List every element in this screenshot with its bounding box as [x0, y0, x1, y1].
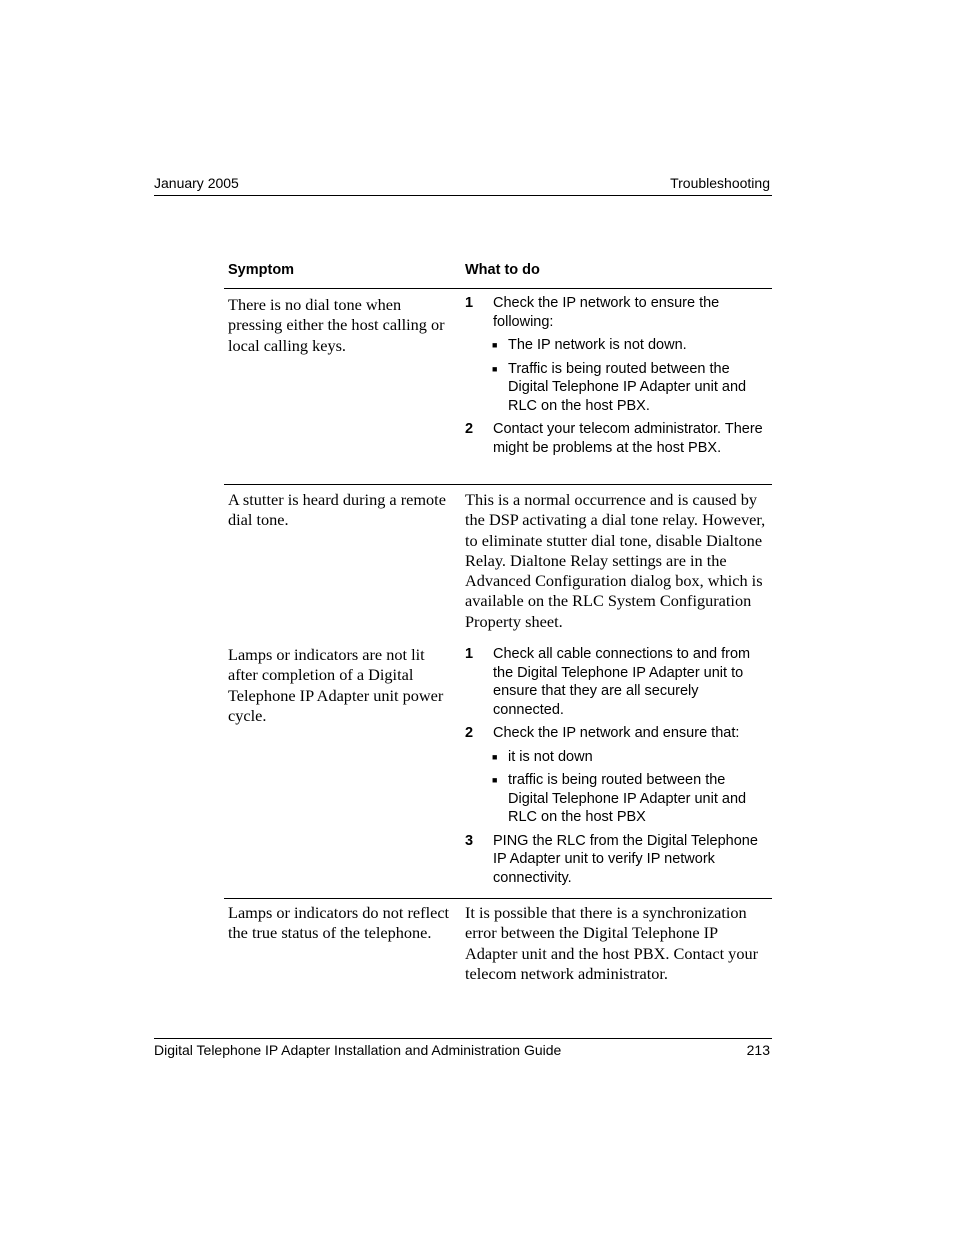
header-rule [154, 195, 772, 196]
action-cell [461, 289, 772, 484]
action-cell [461, 641, 772, 898]
step-text: Check all cable connections to and from the Digital Telephone IP Adapter unit to ensure that they are all securely connected. [493, 646, 751, 718]
list-item: ■ The IP network is not down. [465, 336, 768, 355]
step-number: 1 [465, 646, 474, 662]
troubleshooting-table [224, 261, 772, 999]
step-number: 1 [465, 295, 474, 311]
page-number: 213 [746, 1042, 770, 1058]
action-cell: It is possible that there is a synchronization error between the Digital Telephone IP Adapter unit and the host PBX. Contact your telecom network administrator. [465, 903, 759, 983]
bullet-list [465, 748, 768, 827]
step [465, 724, 768, 743]
table-row [224, 641, 772, 899]
bullet-list [465, 336, 768, 415]
step [465, 294, 768, 331]
footer-rule [154, 1038, 772, 1039]
symptom-cell: There is no dial tone when pressing either the host calling or local calling keys. [228, 295, 445, 355]
table-header [224, 261, 772, 289]
step [465, 645, 768, 719]
bullet-square-icon: ■ [492, 775, 498, 785]
header-section: Troubleshooting [670, 175, 770, 191]
step-number: 3 [465, 832, 474, 849]
header-date: January 2005 [154, 175, 239, 191]
symptom-cell: A stutter is heard during a remote dial tone. [228, 490, 446, 530]
step-number: 2 [465, 725, 474, 741]
step-text: PING the RLC from the Digital Telephone IP Adapter unit to verify IP network connectivity. [493, 832, 758, 886]
table-row [224, 485, 772, 641]
step-text: Contact your telecom administrator. There might be problems at the host PBX. [493, 421, 763, 456]
symptom-cell: Lamps or indicators do not reflect the true status of the telephone. [228, 903, 450, 943]
table-row [224, 289, 772, 485]
footer-title: Digital Telephone IP Adapter Installation and Administration Guide [154, 1042, 562, 1058]
column-header-symptom: Symptom [228, 262, 295, 278]
list-item: ■ it is not down [465, 748, 768, 767]
step [465, 420, 768, 457]
bullet-square-icon: ■ [492, 363, 498, 374]
list-item: ■ Traffic is being routed between the Digital Telephone IP Adapter unit and RLC on the host PBX. [465, 360, 768, 416]
step [465, 832, 768, 888]
action-cell: This is a normal occurrence and is caused by the DSP activating a dial tone relay. However, to eliminate stutter dial tone, disable Dialtone Relay. Dialtone Relay settings are in the Advanced Configuration dialog box, which is available on the RLC System Configuration Property sheet. [465, 490, 766, 631]
step-text: Check the IP network to ensure the following: [493, 295, 720, 330]
step-number: 2 [465, 421, 474, 437]
bullet-square-icon: ■ [492, 340, 498, 350]
list-item: ■ traffic is being routed between the Digital Telephone IP Adapter unit and RLC on the host PBX [465, 771, 768, 827]
table-row [224, 899, 772, 999]
bullet-square-icon: ■ [492, 751, 498, 762]
step-text: Check the IP network and ensure that: [493, 725, 740, 741]
symptom-cell: Lamps or indicators are not lit after completion of a Digital Telephone IP Adapter unit power cycle. [228, 645, 444, 725]
column-header-what-to-do: What to do [465, 262, 540, 278]
